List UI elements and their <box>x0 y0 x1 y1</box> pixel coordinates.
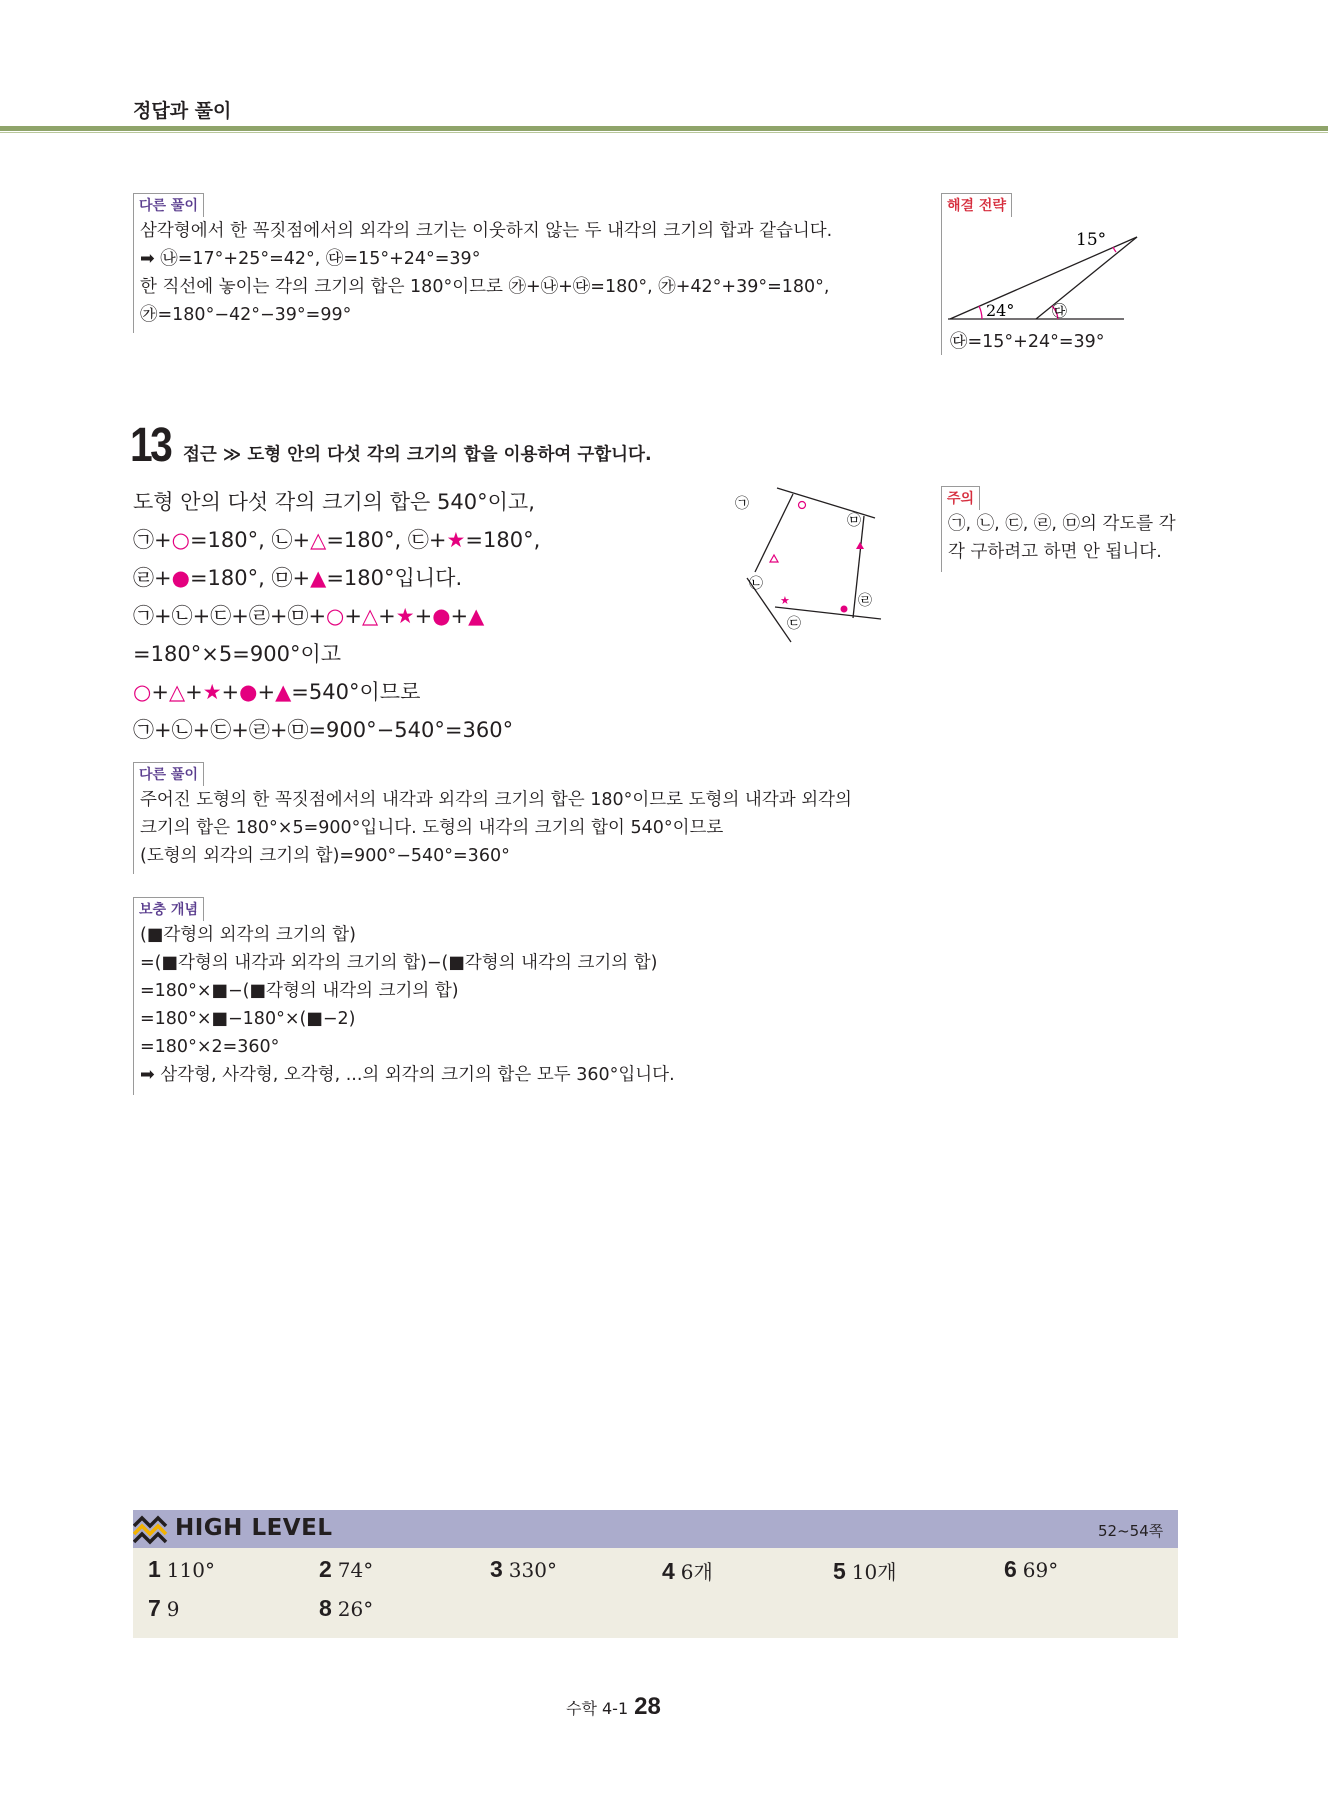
supplement-line: =180°×2=360° <box>140 1037 280 1057</box>
answer-item <box>490 1556 557 1583</box>
supplement-line: =180°×■−(■각형의 내각의 크기의 합) <box>140 981 459 1001</box>
high-level-icon <box>133 1512 169 1546</box>
alt-solution-1-line: 한 직선에 놓이는 각의 크기의 합은 180°이므로 ㉮+㉯+㉰=180°, ㉮+42°+39°=180°, <box>140 277 830 297</box>
answer-value: 330° <box>508 1558 557 1582</box>
answer-number: 7 <box>148 1595 161 1621</box>
high-level-title: HIGH LEVEL <box>175 1515 333 1541</box>
answer-value: 74° <box>337 1558 374 1582</box>
supplement-line: (■각형의 외각의 크기의 합) <box>140 925 356 945</box>
solution-line: 도형 안의 다섯 각의 크기의 합은 540°이고, <box>133 490 535 514</box>
page-number: 28 <box>634 1693 661 1720</box>
header-rule <box>0 126 1328 131</box>
answer-value: 9 <box>166 1597 180 1621</box>
strategy-formula: ㉰=15°+24°=39° <box>950 332 1105 352</box>
vertex-label-a: ㉠ <box>735 496 749 512</box>
alt-solution-2-tag: 다른 풀이 <box>134 762 204 786</box>
solution-line: ㉠+㉡+㉢+㉣+㉤+○+△+★+●+▲ <box>133 604 485 628</box>
solution-line: ㉠+㉡+㉢+㉣+㉤=900°−540°=360° <box>133 718 514 742</box>
icon-chevron <box>134 1518 166 1526</box>
answer-number: 3 <box>490 1556 503 1582</box>
angle-arc-left <box>979 306 982 319</box>
answer-number: 6 <box>1004 1556 1017 1582</box>
supplement-box <box>133 897 933 1095</box>
vertex-label-b: ㉡ <box>749 576 763 592</box>
answer-number: 4 <box>662 1558 675 1584</box>
alt-solution-2-line: (도형의 외각의 크기의 합)=900°−540°=360° <box>140 846 510 866</box>
triangle-filled-mark <box>856 542 864 549</box>
answer-item <box>662 1556 713 1585</box>
pentagon-figure <box>735 480 895 650</box>
solution-line: =180°×5=900°이고 <box>133 642 342 666</box>
problem-solution <box>133 483 540 749</box>
page-footer <box>566 1693 661 1721</box>
alt-solution-2 <box>133 762 933 874</box>
answer-item <box>1004 1556 1058 1583</box>
caution-line: ㉠, ㉡, ㉢, ㉣, ㉤의 각도를 각 <box>948 514 1176 534</box>
alt-solution-2-line: 크기의 합은 180°×5=900°입니다. 도형의 내각의 크기의 합이 540°이므로 <box>140 818 724 838</box>
answer-number: 2 <box>319 1556 332 1582</box>
supplement-tag: 보충 개념 <box>134 897 204 921</box>
answer-value: 10개 <box>851 1560 897 1584</box>
alt-solution-1-line: ➡ ㉯=17°+25°=42°, ㉰=15°+24°=39° <box>140 249 481 269</box>
caution-box <box>941 486 1201 572</box>
answer-item <box>833 1556 897 1585</box>
answer-item <box>319 1595 373 1622</box>
vertex-label-c: ㉢ <box>787 616 801 632</box>
circle-mark <box>799 502 806 509</box>
alt-solution-1-line: 삼각형에서 한 꼭짓점에서의 외각의 크기는 이웃하지 않는 두 내각의 크기의 합과 같습니다. <box>140 221 833 241</box>
answer-value: 69° <box>1022 1558 1059 1582</box>
solution-line: ㉣+●=180°, ㉤+▲=180°입니다. <box>133 566 463 590</box>
caution-line: 각 구하려고 하면 안 됩니다. <box>948 542 1162 562</box>
dot-mark <box>841 606 848 613</box>
star-mark: ★ <box>780 594 790 607</box>
pentagon-side <box>755 494 793 572</box>
answer-number: 8 <box>319 1595 332 1621</box>
angle-label-mark: ㉰ <box>1052 302 1068 320</box>
angle-label-left: 24° <box>986 301 1015 320</box>
triangle-outline-mark <box>770 555 778 562</box>
answer-item <box>148 1595 180 1622</box>
angle-label-top: 15° <box>1076 230 1107 250</box>
footer-subject: 수학 4-1 <box>566 1699 629 1718</box>
alt-solution-1-line: ㉮=180°−42°−39°=99° <box>140 305 352 325</box>
alt-solution-1-tag: 다른 풀이 <box>134 193 204 217</box>
solution-line: ㉠+○=180°, ㉡+△=180°, ㉢+★=180°, <box>133 528 541 552</box>
alt-solution-1 <box>133 193 933 333</box>
answer-number: 5 <box>833 1558 846 1584</box>
caution-tag: 주의 <box>942 486 980 510</box>
answer-value: 26° <box>337 1597 374 1621</box>
answer-number: 1 <box>148 1556 161 1582</box>
high-level-pages: 52~54쪽 <box>1098 1522 1164 1540</box>
answer-value: 110° <box>166 1558 215 1582</box>
angle-arc-top <box>1113 247 1116 252</box>
triangle-long-side <box>950 237 1137 319</box>
header-rule-thin <box>0 132 1328 133</box>
supplement-line: ➡ 삼각형, 사각형, 오각형, ...의 외각의 크기의 합은 모두 360°입니다. <box>140 1065 675 1085</box>
page-header-title: 정답과 풀이 <box>133 100 232 122</box>
problem-approach: 접근 ≫ 도형 안의 다섯 각의 크기의 합을 이용하여 구합니다. <box>183 445 652 465</box>
answer-item <box>148 1556 215 1583</box>
answer-value: 6개 <box>680 1560 713 1584</box>
vertex-label-e: ㉤ <box>847 513 861 529</box>
alt-solution-2-line: 주어진 도형의 한 꼭짓점에서의 내각과 외각의 크기의 합은 180°이므로 도형의 내각과 외각의 <box>140 790 852 810</box>
solution-line: ○+△+★+●+▲=540°이므로 <box>133 680 421 704</box>
supplement-line: =(■각형의 내각과 외각의 크기의 합)−(■각형의 내각의 크기의 합) <box>140 953 658 973</box>
problem-number: 13 <box>130 419 171 472</box>
vertex-label-d: ㉣ <box>858 593 872 609</box>
strategy-tag: 해결 전략 <box>942 193 1012 217</box>
supplement-line: =180°×■−180°×(■−2) <box>140 1009 356 1029</box>
answer-item <box>319 1556 373 1583</box>
